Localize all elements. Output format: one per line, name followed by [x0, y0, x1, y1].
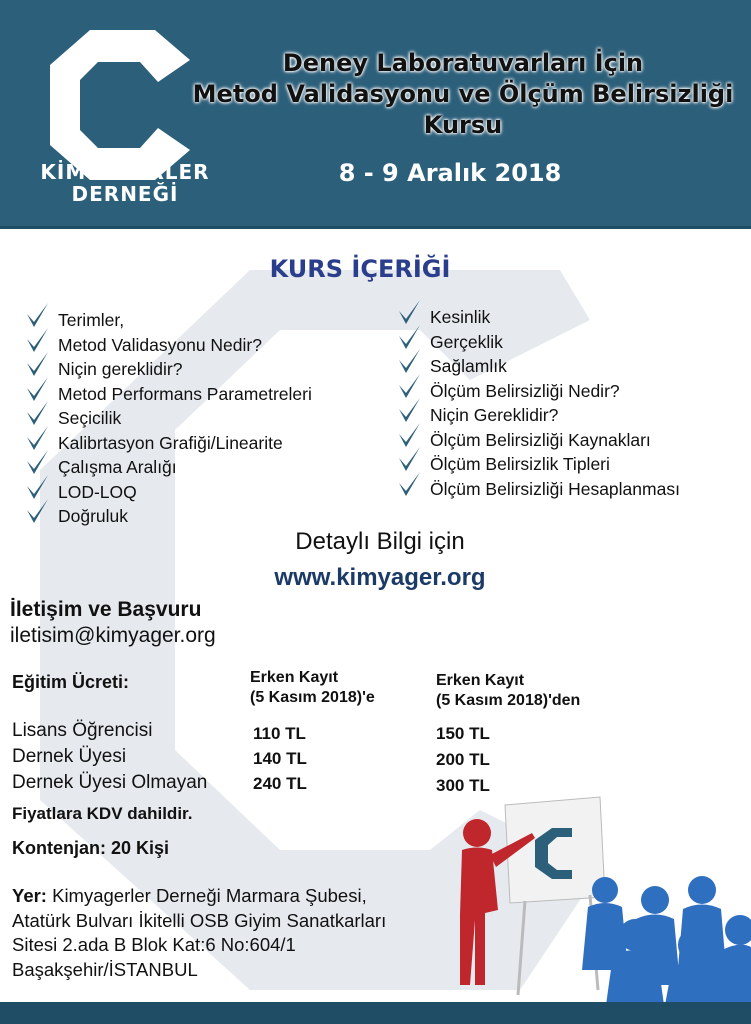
check-icon — [396, 324, 422, 350]
list-item-text: Niçin gereklidir? — [58, 359, 183, 379]
right-topic-list — [396, 305, 680, 501]
fee-price-early: 110 TL — [253, 724, 306, 743]
list-item — [396, 452, 680, 477]
list-item — [24, 382, 312, 407]
column-header-line: Erken Kayıt — [250, 669, 339, 686]
check-icon — [396, 373, 422, 399]
course-date: 8 - 9 Aralık 2018 — [338, 159, 562, 187]
audience-figures-icon — [582, 876, 751, 1005]
fee-price-late: 150 TL — [436, 724, 490, 743]
section-title: KURS İÇERİĞİ — [269, 255, 451, 283]
check-icon — [396, 446, 422, 472]
course-title — [178, 48, 748, 141]
check-icon — [396, 397, 422, 423]
website-link[interactable]: www.kimyager.org — [274, 564, 486, 591]
check-icon — [24, 327, 50, 353]
list-item — [24, 357, 312, 382]
check-icon — [24, 449, 50, 475]
check-icon — [24, 302, 50, 328]
list-item — [24, 431, 312, 456]
detail-info-label: Detaylı Bilgi için — [295, 528, 465, 555]
list-item — [396, 330, 680, 355]
logo-text-line1: KİMYAGERLER — [40, 160, 210, 184]
check-icon — [396, 422, 422, 448]
list-item — [24, 480, 312, 505]
list-item-text: LOD-LOQ — [58, 481, 137, 502]
check-icon — [24, 498, 50, 524]
fee-row-label: Lisans Öğrencisi — [12, 720, 153, 741]
column-header-line: (5 Kasım 2018)'e — [250, 689, 375, 706]
tax-note: Fiyatlara KDV dahildir. — [12, 804, 193, 823]
list-item-text: Ölçüm Belirsizliği Kaynakları — [430, 429, 651, 450]
list-item — [24, 333, 312, 358]
title-line-1: Deney Laboratuvarları İçin — [282, 49, 644, 77]
check-icon — [24, 376, 50, 402]
list-item-text: Terimler, — [58, 310, 125, 330]
list-item-text: Ölçüm Belirsizlik Tipleri — [430, 454, 610, 474]
list-item-text: Kesinlik — [430, 307, 491, 327]
fee-price-early: 140 TL — [253, 749, 307, 768]
list-item-text: Metod Performans Parametreleri — [58, 383, 312, 404]
header-divider — [0, 226, 751, 229]
location-address — [12, 884, 462, 982]
column-header-line: Erken Kayıt — [436, 672, 525, 689]
footer-bar — [0, 1002, 751, 1024]
header-banner — [0, 0, 751, 226]
check-icon — [396, 299, 422, 325]
list-item — [24, 308, 312, 333]
list-item — [24, 406, 312, 431]
list-item — [396, 477, 680, 502]
fee-label: Eğitim Ücreti: — [12, 672, 130, 692]
check-icon — [24, 474, 50, 500]
list-item — [396, 379, 680, 404]
fee-column-header-late — [436, 671, 580, 711]
check-icon — [24, 400, 50, 426]
check-icon — [396, 348, 422, 374]
list-item — [396, 305, 680, 330]
address-line: Başakşehir/İSTANBUL — [12, 958, 198, 980]
presenter-illustration — [440, 795, 751, 1005]
check-icon — [396, 471, 422, 497]
left-topic-list — [24, 308, 312, 529]
fee-price-late: 200 TL — [436, 750, 490, 769]
title-line-3: Kursu — [423, 111, 503, 139]
list-item-text: Gerçeklik — [430, 331, 503, 352]
check-icon — [24, 351, 50, 377]
list-item-text: Ölçüm Belirsizliği Nedir? — [430, 380, 620, 401]
contact-email-link[interactable]: iletisim@kimyager.org — [10, 624, 216, 647]
address-line: Sitesi 2.ada B Blok Kat:6 No:604/1 — [12, 934, 296, 955]
list-item-text: Sağlamlık — [430, 356, 507, 376]
list-item — [396, 354, 680, 379]
list-item-text: Niçin Gereklidir? — [430, 405, 559, 425]
list-item — [24, 455, 312, 480]
fee-column-header-early — [250, 668, 375, 708]
list-item — [396, 428, 680, 453]
logo-text-line2: DERNEĞİ — [71, 182, 179, 206]
list-item-text: Çalışma Aralığı — [58, 457, 177, 477]
list-item-text: Metod Validasyonu Nedir? — [58, 334, 262, 355]
list-item-text: Kalibrtasyon Grafiği/Linearite — [58, 432, 283, 453]
contact-title: İletişim ve Başvuru — [10, 598, 202, 621]
capacity-info: Kontenjan: 20 Kişi — [12, 838, 170, 858]
list-item-text: Seçicilik — [58, 408, 122, 428]
column-header-line: (5 Kasım 2018)'den — [436, 692, 581, 709]
title-line-2: Metod Validasyonu ve Ölçüm Belirsizliği — [192, 80, 734, 108]
address-line: Kimyagerler Derneği Marmara Şubesi, — [46, 885, 367, 906]
fee-price-late: 300 TL — [436, 776, 490, 795]
fee-row-label: Dernek Üyesi — [12, 746, 127, 767]
location-label: Yer: — [12, 885, 47, 906]
fee-row-label: Dernek Üyesi Olmayan — [12, 772, 208, 793]
check-icon — [24, 425, 50, 451]
list-item — [24, 504, 312, 529]
list-item — [396, 403, 680, 428]
list-item-text: Ölçüm Belirsizliği Hesaplanması — [430, 478, 680, 499]
fee-price-early: 240 TL — [253, 774, 307, 793]
list-item-text: Doğruluk — [58, 506, 129, 526]
address-line: Atatürk Bulvarı İkitelli OSB Giyim Sanatkarları — [12, 909, 387, 931]
